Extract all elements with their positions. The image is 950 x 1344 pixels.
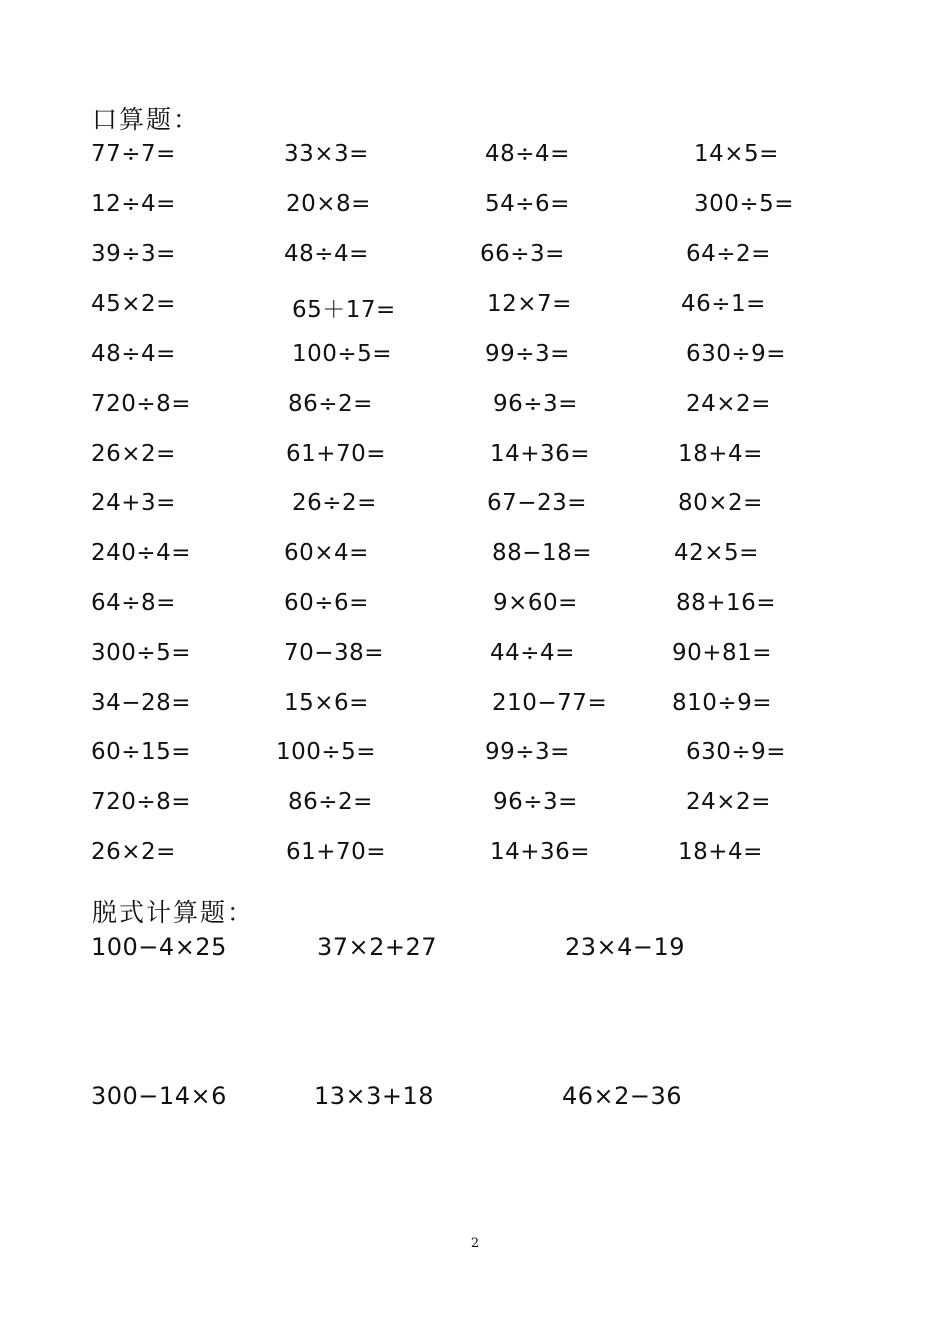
- mental-problem: 54÷6=: [485, 191, 570, 217]
- mental-problem: 60×4=: [284, 540, 369, 566]
- step-row: [0, 1082, 950, 1116]
- mental-problem: 24×2=: [686, 391, 771, 417]
- mental-problem: 810÷9=: [672, 690, 773, 716]
- page-number: 2: [470, 1236, 480, 1251]
- mental-problem: 240÷4=: [91, 540, 192, 566]
- mental-problem: 14+36=: [490, 441, 591, 467]
- mental-row: [0, 441, 950, 475]
- mental-problem: 14+36=: [490, 839, 591, 865]
- mental-problem: 86÷2=: [288, 789, 373, 815]
- mental-problem: 46÷1=: [681, 291, 766, 317]
- mental-problem: 300÷5=: [694, 191, 795, 217]
- mental-problem: 26×2=: [91, 441, 176, 467]
- mental-problem: 44÷4=: [490, 640, 575, 666]
- step-problem: 13×3+18: [314, 1082, 435, 1110]
- mental-problem: 60÷6=: [284, 590, 369, 616]
- mental-problem: 300÷5=: [91, 640, 192, 666]
- mental-problem: 100÷5=: [276, 739, 377, 765]
- mental-problem: 77÷7=: [91, 141, 176, 167]
- mental-problem: 90+81=: [672, 640, 773, 666]
- mental-problem: 96÷3=: [493, 391, 578, 417]
- mental-problem: 34−28=: [91, 690, 192, 716]
- step-row: [0, 933, 950, 967]
- mental-problem: 67−23=: [487, 490, 588, 516]
- mental-problem: 33×3=: [284, 141, 369, 167]
- mental-math-heading: 口算题：: [92, 105, 201, 134]
- mental-problem: 26×2=: [91, 839, 176, 865]
- mental-problem: 48÷4=: [91, 341, 176, 367]
- mental-row: [0, 789, 950, 823]
- mental-problem: 14×5=: [694, 141, 779, 167]
- mental-problem: 12÷4=: [91, 191, 176, 217]
- mental-row: [0, 191, 950, 225]
- mental-problem: 39÷3=: [91, 241, 176, 267]
- mental-row: [0, 590, 950, 624]
- mental-problem: 88−18=: [492, 540, 593, 566]
- mental-problem: 64÷2=: [686, 241, 771, 267]
- mental-row: [0, 839, 950, 873]
- mental-problem: 65＋17=: [292, 297, 396, 323]
- mental-problem: 48÷4=: [284, 241, 369, 267]
- mental-problem: 42×5=: [674, 540, 759, 566]
- mental-problem: 18+4=: [678, 839, 763, 865]
- mental-row: [0, 640, 950, 674]
- mental-problem: 64÷8=: [91, 590, 176, 616]
- mental-problem: 9×60=: [493, 590, 578, 616]
- mental-problem: 24×2=: [686, 789, 771, 815]
- mental-problem: 66÷3=: [480, 241, 565, 267]
- mental-row: [0, 739, 950, 773]
- mental-problem: 210−77=: [492, 690, 608, 716]
- mental-problem: 88+16=: [676, 590, 777, 616]
- mental-problem: 48÷4=: [485, 141, 570, 167]
- mental-problem: 61+70=: [286, 441, 387, 467]
- mental-row: [0, 291, 950, 325]
- mental-problem: 720÷8=: [91, 789, 192, 815]
- mental-problem: 99÷3=: [485, 341, 570, 367]
- mental-problem: 720÷8=: [91, 391, 192, 417]
- mental-problem: 80×2=: [678, 490, 763, 516]
- mental-problem: 86÷2=: [288, 391, 373, 417]
- mental-row: [0, 690, 950, 724]
- mental-problem: 61+70=: [286, 839, 387, 865]
- mental-problem: 24+3=: [91, 490, 176, 516]
- step-problem: 46×2−36: [562, 1082, 683, 1110]
- mental-row: [0, 391, 950, 425]
- mental-problem: 100÷5=: [292, 341, 393, 367]
- mental-row: [0, 241, 950, 275]
- mental-problem: 70−38=: [284, 640, 385, 666]
- step-problem: 100−4×25: [91, 933, 227, 961]
- step-problem: 300−14×6: [91, 1082, 227, 1110]
- mental-problem: 12×7=: [487, 291, 572, 317]
- mental-problem: 26÷2=: [292, 490, 377, 516]
- mental-problem: 60÷15=: [91, 739, 192, 765]
- mental-row: [0, 490, 950, 524]
- mental-problem: 630÷9=: [686, 739, 787, 765]
- mental-row: [0, 141, 950, 175]
- mental-problem: 15×6=: [284, 690, 369, 716]
- mental-problem: 96÷3=: [493, 789, 578, 815]
- mental-problem: 99÷3=: [485, 739, 570, 765]
- mental-row: [0, 540, 950, 574]
- mental-row: [0, 341, 950, 375]
- step-calc-heading: 脱式计算题：: [92, 898, 255, 927]
- step-problem: 37×2+27: [317, 933, 438, 961]
- mental-problem: 18+4=: [678, 441, 763, 467]
- step-problem: 23×4−19: [565, 933, 686, 961]
- mental-problem: 45×2=: [91, 291, 176, 317]
- mental-problem: 20×8=: [286, 191, 371, 217]
- mental-problem: 630÷9=: [686, 341, 787, 367]
